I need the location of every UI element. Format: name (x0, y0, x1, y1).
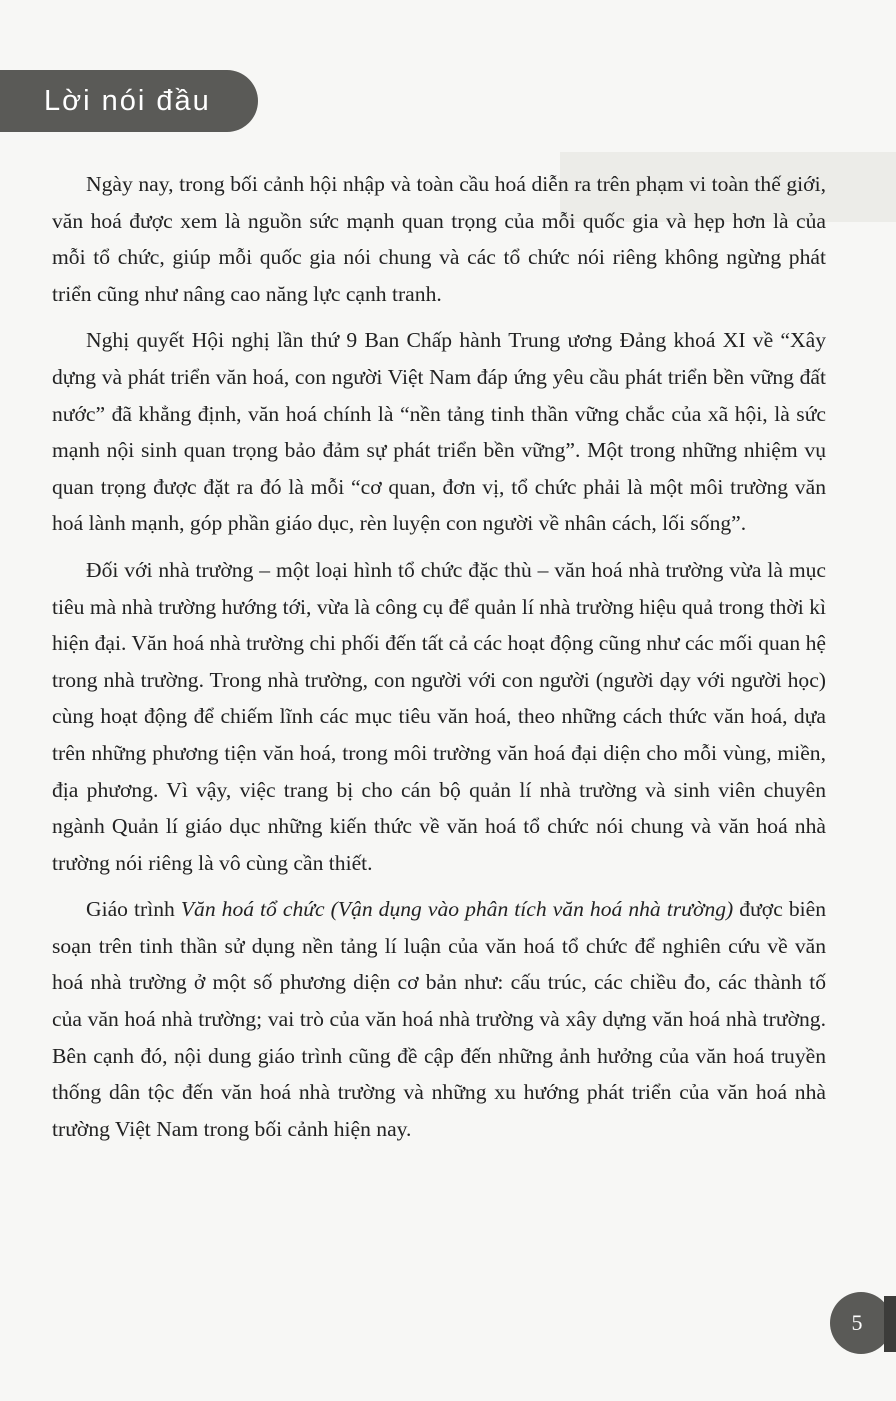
paragraph (52, 891, 826, 1147)
paragraph: Ngày nay, trong bối cảnh hội nhập và toàn cầu hoá diễn ra trên phạm vi toàn thế giới, văn hoá được xem là nguồn sức mạnh quan trọng của mỗi quốc gia và hẹp hơn là của mỗi tổ chức, giúp mỗi quốc gia nói chung và các tổ chức nói riêng không ngừng phát triển cũng như nâng cao năng lực cạnh tranh. (52, 172, 826, 306)
page-number: 5 (851, 1310, 863, 1335)
paragraph-rest: được biên soạn trên tinh thần sử dụng nền tảng lí luận của văn hoá tổ chức để nghiên cứu về văn hoá nhà trường ở một số phương diện cơ bản như: cấu trúc, các chiều đo, các thành tố của văn hoá nhà trường; vai trò của văn hoá nhà trường và xây dựng văn hoá nhà trường. Bên cạnh đó, nội dung giáo trình cũng đề cập đến những ảnh hưởng của văn hoá truyền thống dân tộc đến văn hoá nhà trường và những xu hướng phát triển của văn hoá nhà trường Việt Nam trong bối cảnh hiện nay. (52, 897, 827, 1141)
paragraph-lead: Giáo trình (86, 897, 181, 922)
section-title: Lời nói đầu (44, 84, 211, 117)
page-edge-tab (884, 1296, 896, 1352)
section-title-banner (0, 70, 258, 132)
paragraph: Đối với nhà trường – một loại hình tổ chức đặc thù – văn hoá nhà trường vừa là mục tiêu mà nhà trường hướng tới, vừa là công cụ để quản lí nhà trường hiệu quả trong thời kì hiện đại. Văn hoá nhà trường chi phối đến tất cả các hoạt động cũng như các mối quan hệ trong nhà trường. Trong nhà trường, con người với con người (người dạy với người học) cùng hoạt động để chiếm lĩnh các mục tiêu văn hoá, theo những cách thức văn hoá, dựa trên những phương tiện văn hoá, trong môi trường văn hoá đại diện cho mỗi vùng, miền, địa phương. Vì vậy, việc trang bị cho cán bộ quản lí nhà trường và sinh viên chuyên ngành Quản lí giáo dục những kiến thức về văn hoá tổ chức nói chung và văn hoá nhà trường nói riêng là vô cùng cần thiết. (52, 557, 826, 875)
page-number-badge (830, 1292, 892, 1354)
body-text (52, 166, 826, 1157)
paragraph: Nghị quyết Hội nghị lần thứ 9 Ban Chấp hành Trung ương Đảng khoá XI về “Xây dựng và phát triển văn hoá, con người Việt Nam đáp ứng yêu cầu phát triển bền vững đất nước” đã khẳng định, văn hoá chính là “nền tảng tinh thần vững chắc của xã hội, là sức mạnh nội sinh quan trọng bảo đảm sự phát triển bền vững”. Một trong những nhiệm vụ quan trọng được đặt ra đó là mỗi “cơ quan, đơn vị, tổ chức phải là một môi trường văn hoá lành mạnh, góp phần giáo dục, rèn luyện con người về nhân cách, lối sống”. (52, 328, 826, 536)
book-title: Văn hoá tổ chức (Vận dụng vào phân tích văn hoá nhà trường) (180, 897, 734, 922)
